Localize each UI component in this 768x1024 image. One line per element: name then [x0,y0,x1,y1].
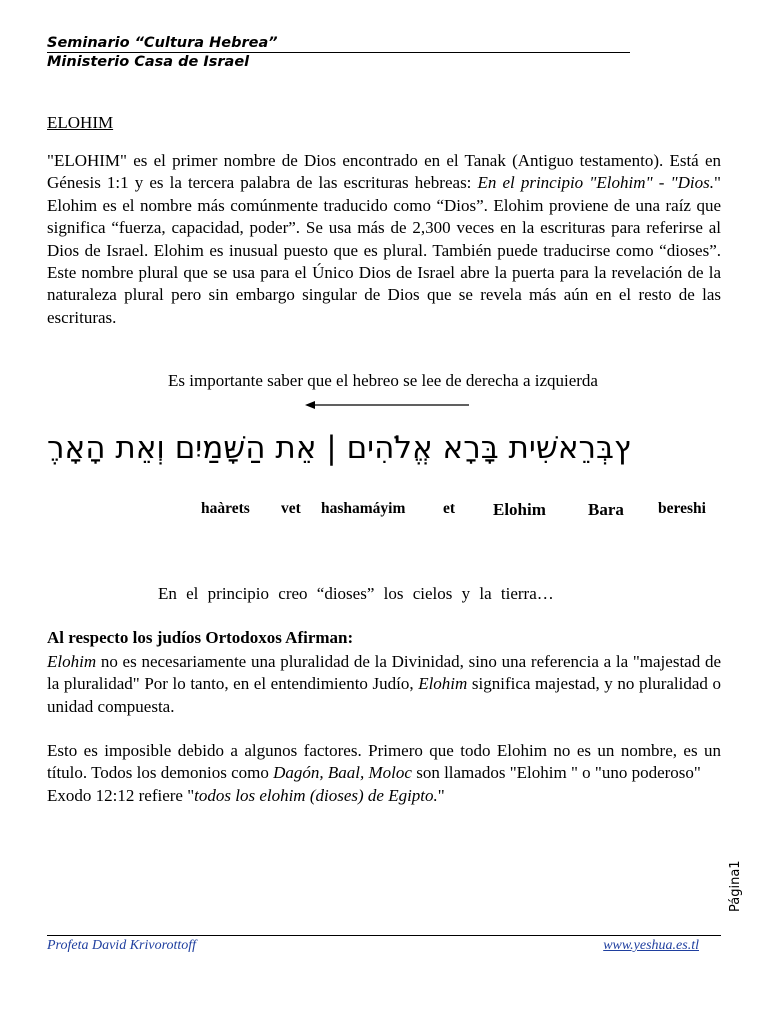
translit-word: hashamáyim [321,500,406,517]
intro-text-1: "ELOHIM" es el primer nombre de Dios encontrado en el Tanak (Antiguo testamento). Está en Génesis 1:1 y es la tercera palabra de las escrituras hebreas: [47,151,721,193]
intro-quote: En el principio "Elohim" - "Dios. [477,173,715,193]
translit-word: Bara [588,500,624,519]
orthodox-paragraph [47,651,721,718]
left-arrow-icon [305,398,471,412]
argument-paragraph [47,740,721,807]
orthodox-heading: Al respecto los judíos Ortodoxos Afirman: [47,628,354,647]
demon-names: Dagón, Baal, Moloc [273,763,412,783]
translit-word: Elohim [493,500,546,519]
argument-text-1: Esto es imposible debido a algunos factores. Primero que todo Elohim no es un nombre, es un título. Todos los demonios como [47,741,721,783]
section-title: ELOHIM [47,113,114,132]
closing-quote: " [437,785,445,805]
intro-text-2: " Elohim es el nombre más comúnmente traducido como “Dios”. Elohim proviene de una raíz que significa “fuerza, capacidad, poder”. Se usa más de 2,300 veces en la escrituras para referirse al Dios de Israel. Elohim es inusual puesto que es plural. También puede traducirse como “dioses”. Este nombre plural que se usa para el Único Dios de Israel abre la puerta para la revelación de la naturaleza plural pero sin embargo singular de Dios que se revela más aún en el resto de las escrituras. [47,173,721,327]
translit-word: et [443,500,456,517]
exodus-quote: todos los elohim (dioses) de Egipto. [194,785,438,805]
elohim-term: Elohim [47,652,97,671]
exodus-reference: Exodo 12:12 refiere " [47,785,195,805]
document-footer [47,935,721,953]
hebrew-verse: ץבְּרֵאשִׁית בָּרָא אֱלֹהִים | אֵת הַשָּׁמַיִם וְאֵת הָאָרֶ [47,430,631,466]
footer-author: Profeta David Krivorottoff [47,938,197,953]
intro-paragraph [47,150,721,329]
argument-text-2: son llamados "Elohim " o "uno poderoso" [411,763,701,783]
orthodox-text-1: no es necesariamente una pluralidad de la Divinidad, sino una referencia a la "majestad de la pluralidad" Por lo tanto, en el entendimiento Judío, [47,652,721,694]
elohim-term: Elohim [418,674,468,694]
translit-word: haàrets [201,500,250,517]
translit-word: bereshi [658,500,706,517]
page-number: Página1 [728,860,743,912]
document-header [47,34,630,71]
verse-translation: En el principio creo “dioses” los cielos y la tierra… [158,584,554,603]
translit-word: vet [281,500,301,517]
header-ministry-name: Ministerio Casa de Israel [47,54,250,70]
orthodox-text-2: significa majestad, y no pluralidad o unidad compuesta. [47,674,721,716]
reading-direction-note: Es importante saber que el hebreo se lee de derecha a izquierda [168,371,598,390]
footer-website-link[interactable]: www.yeshua.es.tl [603,938,699,953]
header-seminar-title: Seminario “Cultura Hebrea” [47,34,630,53]
